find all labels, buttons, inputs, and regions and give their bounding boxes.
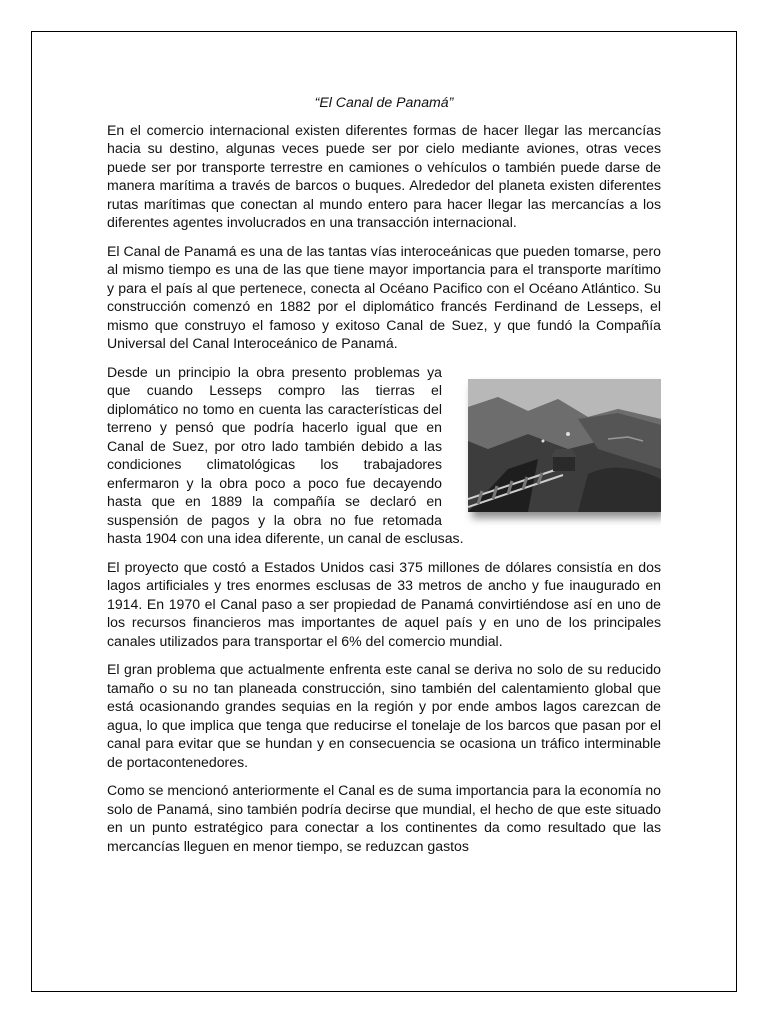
paragraph-6: Como se mencionó anteriormente el Canal es de suma importancia para la economía no solo de Panamá, sino también podría decirse que mundial, el hecho de que este situado en un punto estratégico para conectar a los continentes da como resultado que las mercancías lleguen en menor tiempo, se reduzcan gastos — [107, 782, 661, 854]
paragraph-4: El proyecto que costó a Estados Unidos casi 375 millones de dólares consistía en dos lagos artificiales y tres enormes esclusas de 33 metros de ancho y fue inaugurado en 1914. En 1970 el Canal paso a ser propiedad de Panamá convirtiéndose así en uno de los recursos financieros mas importantes de aquel país y en uno de los principales canales utilizados para transportar el 6% del comercio mundial. — [107, 558, 661, 649]
paragraph-5: El gran problema que actualmente enfrenta este canal se deriva no solo de su reducido tamaño o su no tan planeada construcción, sino también del calentamiento global que está ocasionando grandes sequias en la región y por ende ambos lagos carezcan de agua, lo que implica que tenga que reducirse el tonelaje de los barcos que pasan por el canal para evitar que se hundan y en consecuencia se ocasiona un tráfico interminable de portacontenedores. — [107, 661, 661, 770]
paragraph-with-photo — [107, 363, 661, 548]
document-body — [107, 93, 661, 865]
document-title: “El Canal de Panamá” — [314, 94, 454, 110]
photo-illustration — [468, 379, 661, 512]
paragraph-3: Desde un principio la obra presento problemas ya que cuando Lesseps compro las tierras el diplomático no tomo en cuenta las características del terreno y pensó que podría hacerlo igual que en Canal de Suez, por otro lado también debido a las condiciones climatológicas los trabajadores enfermaron y la obra poco a poco fue decayendo hasta que en 1889 la compañía se declaró en suspensión de pagos y la obra no fue retomada hasta 1904 con una idea diferente, un canal de esclusas. — [107, 363, 464, 546]
canal-construction-photo — [468, 379, 661, 512]
paragraph-2: El Canal de Panamá es una de las tantas vías interoceánicas que pueden tomarse, pero al mismo tiempo es una de las que tiene mayor importancia para el transporte marítimo y para el país al que pertenece, conecta al Océano Pacifico con el Océano Atlántico. Su construcción comenzó en 1882 por el diplomático francés Ferdinand de Lesseps, el mismo que construyo el famoso y exitoso Canal de Suez, y que fundó la Compañía Universal del Canal Interoceánico de Panamá. — [107, 242, 661, 351]
paragraph-1: En el comercio internacional existen diferentes formas de hacer llegar las mercancías hacia su destino, algunas veces puede ser por cielo mediante aviones, otras veces puede ser por transporte terrestre en camiones o vehículos o también puede darse de manera marítima a través de barcos o buques. Alrededor del planeta existen diferentes rutas marítimas que conectan al mundo entero para hacer llegar las mercancías a los diferentes agentes involucrados en una transacción internacional. — [107, 121, 661, 230]
